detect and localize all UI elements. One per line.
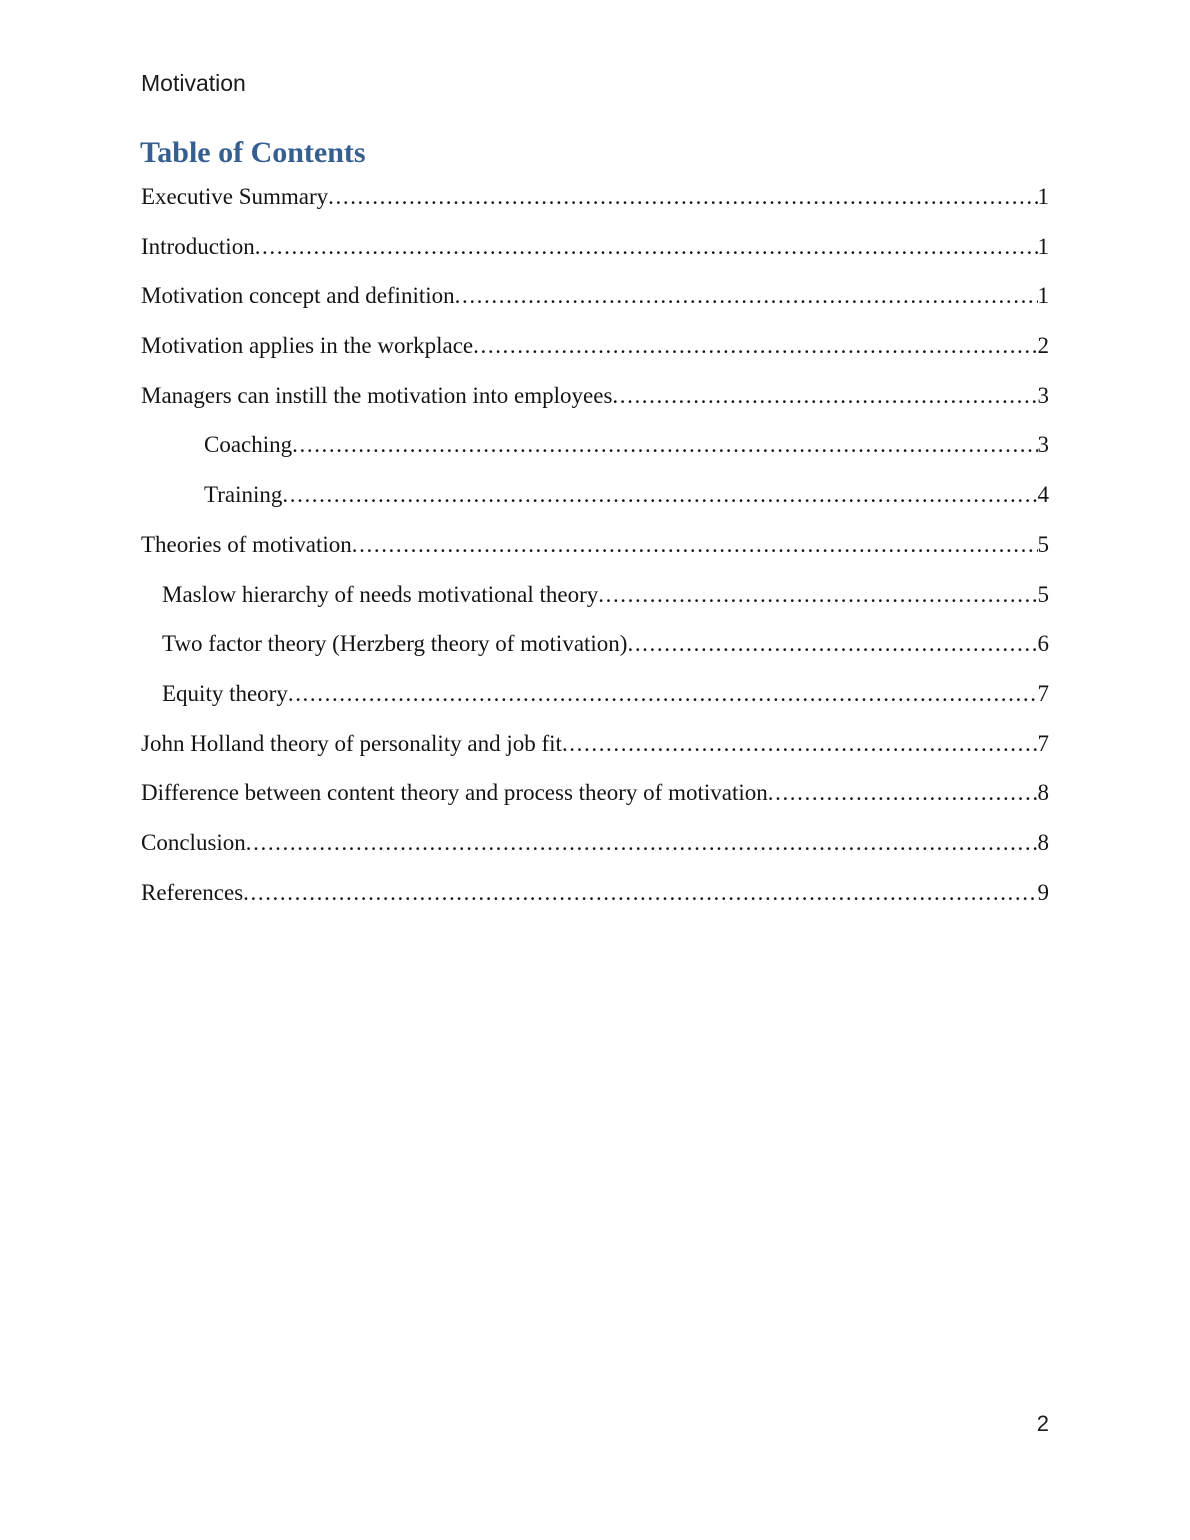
toc-entry-introduction[interactable] xyxy=(141,222,1049,272)
toc-entry-label: Executive Summary xyxy=(141,184,329,209)
toc-entry-label: Introduction xyxy=(141,233,255,259)
toc-entry-theories-of-motivation[interactable] xyxy=(141,520,1049,570)
toc-entry-page-number: 1 xyxy=(1037,283,1049,309)
toc-dot-leader xyxy=(243,868,1037,918)
toc-dot-leader xyxy=(255,222,1038,272)
toc-entry-label: Coaching xyxy=(204,432,293,458)
toc-entry-label: Difference between content theory and process theory of motivation xyxy=(141,780,768,806)
toc-entry-content-vs-process[interactable] xyxy=(141,768,1049,818)
toc-entry-page-number: 8 xyxy=(1037,780,1049,806)
toc-dot-leader xyxy=(612,371,1037,421)
toc-dot-leader xyxy=(328,172,1037,222)
toc-entry-label: Training xyxy=(204,482,283,508)
toc-entry-executive-summary[interactable] xyxy=(141,172,1049,222)
toc-entry-references[interactable] xyxy=(141,868,1049,918)
toc-entry-page-number: 8 xyxy=(1037,829,1049,855)
toc-entry-two-factor-theory[interactable] xyxy=(141,619,1049,669)
toc-entry-page-number: 4 xyxy=(1037,482,1049,508)
toc-entry-page-number: 6 xyxy=(1037,631,1049,657)
toc-entry-page-number: 3 xyxy=(1037,382,1049,408)
toc-dot-leader xyxy=(352,520,1038,570)
toc-entry-page-number: 1 xyxy=(1037,233,1049,259)
toc-entry-equity-theory[interactable] xyxy=(141,669,1049,719)
toc-entry-label: Equity theory xyxy=(162,680,288,706)
toc-entry-maslow-hierarchy[interactable] xyxy=(141,570,1049,620)
toc-entry-label: Motivation applies in the workplace xyxy=(141,333,474,359)
toc-entry-label: Motivation concept and definition xyxy=(141,283,455,309)
toc-dot-leader xyxy=(768,768,1038,818)
toc-entry-conclusion[interactable] xyxy=(141,818,1049,868)
toc-dot-leader xyxy=(562,719,1038,769)
toc-entry-page-number: 5 xyxy=(1037,581,1049,607)
toc-entry-page-number: 3 xyxy=(1037,432,1049,458)
toc-entry-label: Managers can instill the motivation into employees xyxy=(141,382,613,408)
toc-dot-leader xyxy=(292,420,1037,470)
toc-dot-leader xyxy=(627,619,1037,669)
toc-entry-label: Theories of motivation xyxy=(141,531,352,557)
toc-dot-leader xyxy=(455,271,1038,321)
toc-entry-motivation-concept[interactable] xyxy=(141,271,1049,321)
toc-entry-page-number: 2 xyxy=(1037,333,1049,359)
footer-page-number: 2 xyxy=(1036,1411,1049,1436)
toc-entry-label: Conclusion xyxy=(141,829,246,855)
toc-entry-label: References xyxy=(141,879,244,905)
toc-entry-managers-instill[interactable] xyxy=(141,371,1049,421)
running-header: Motivation xyxy=(141,70,246,96)
toc-dot-leader xyxy=(598,570,1037,620)
toc-dot-leader xyxy=(282,470,1037,520)
toc-entry-page-number: 9 xyxy=(1037,879,1049,905)
toc-dot-leader xyxy=(288,669,1038,719)
toc-dot-leader xyxy=(246,818,1038,868)
toc-entry-motivation-workplace[interactable] xyxy=(141,321,1049,371)
toc-heading: Table of Contents xyxy=(140,136,366,169)
toc-entry-label: John Holland theory of personality and job fit xyxy=(141,730,562,756)
toc-entry-coaching[interactable] xyxy=(141,420,1049,470)
toc-entry-john-holland-theory[interactable] xyxy=(141,719,1049,769)
toc-entry-label: Two factor theory (Herzberg theory of motivation) xyxy=(162,631,628,657)
toc-entry-page-number: 7 xyxy=(1037,730,1049,756)
toc-entry-label: Maslow hierarchy of needs motivational theory xyxy=(162,581,599,607)
toc-entry-training[interactable] xyxy=(141,470,1049,520)
table-of-contents xyxy=(141,172,1049,917)
toc-entry-page-number: 5 xyxy=(1037,531,1049,557)
toc-dot-leader xyxy=(473,321,1037,371)
toc-entry-page-number: 1 xyxy=(1037,184,1049,209)
toc-entry-page-number: 7 xyxy=(1037,680,1049,706)
